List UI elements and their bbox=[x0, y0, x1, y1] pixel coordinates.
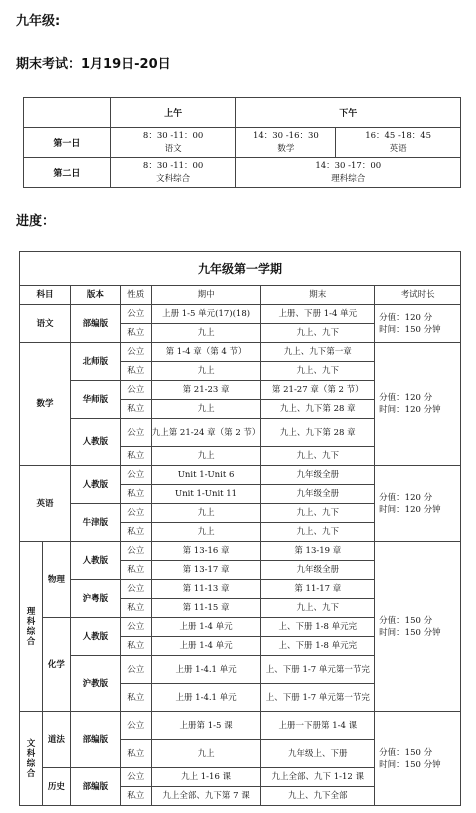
midterm-cell: 九上 bbox=[151, 447, 261, 466]
final-cell: 九上、九下 bbox=[261, 599, 375, 618]
midterm-cell: 上册第 1-5 课 bbox=[151, 712, 261, 740]
type-cell: 公立 bbox=[120, 768, 151, 787]
duration-english: 分值：120 分 时间：120 分钟 bbox=[375, 466, 461, 542]
subject-politics: 道法 bbox=[42, 712, 70, 768]
midterm-cell: 第 13-16 章 bbox=[151, 542, 261, 561]
subject-english: 英语 bbox=[20, 466, 71, 542]
type-cell: 私立 bbox=[120, 740, 151, 768]
final-cell: 九上、九下第一章 bbox=[261, 343, 375, 362]
edition-cell: 人教版 bbox=[70, 466, 120, 504]
edition-cell: 人教版 bbox=[70, 618, 120, 656]
type-cell: 私立 bbox=[120, 447, 151, 466]
day2-morning: 8：30 -11：00 文科综合 bbox=[110, 158, 236, 188]
final-cell: 上、下册 1-8 单元完 bbox=[261, 618, 375, 637]
midterm-cell: 九上 bbox=[151, 523, 261, 542]
final-cell: 九上、九下第 28 章 bbox=[261, 419, 375, 447]
midterm-cell: 九上 bbox=[151, 400, 261, 419]
final-cell: 第 13-19 章 bbox=[261, 542, 375, 561]
type-cell: 公立 bbox=[120, 466, 151, 485]
midterm-cell: 上册 1-4 单元 bbox=[151, 637, 261, 656]
subject-physics: 物理 bbox=[42, 542, 70, 618]
type-cell: 公立 bbox=[120, 580, 151, 599]
type-cell: 私立 bbox=[120, 523, 151, 542]
table-row bbox=[20, 466, 461, 485]
header-final: 期末 bbox=[261, 286, 375, 305]
exam-heading: 期末考试：1月19日-20日 bbox=[16, 57, 171, 72]
midterm-cell: 九上第 21-24 章（第 2 节） bbox=[151, 419, 261, 447]
type-cell: 私立 bbox=[120, 637, 151, 656]
edition-cell: 北师版 bbox=[70, 343, 120, 381]
final-cell: 上、下册 1-8 单元完 bbox=[261, 637, 375, 656]
table-row bbox=[20, 712, 461, 740]
final-cell: 九上全部、九下 1-12 课 bbox=[261, 768, 375, 787]
header-type: 性质 bbox=[120, 286, 151, 305]
type-cell: 公立 bbox=[120, 419, 151, 447]
final-cell: 九上、九下第 28 章 bbox=[261, 400, 375, 419]
edition-cell: 华师版 bbox=[70, 381, 120, 419]
midterm-cell: 九上 bbox=[151, 504, 261, 523]
subject-math: 数学 bbox=[20, 343, 71, 466]
type-cell: 私立 bbox=[120, 400, 151, 419]
day1-label: 第一日 bbox=[24, 128, 111, 158]
final-cell: 上册一下册第 1-4 课 bbox=[261, 712, 375, 740]
edition-cell: 沪教版 bbox=[70, 656, 120, 712]
subject-chemistry: 化学 bbox=[42, 618, 70, 712]
subject-liberal-arts: 文 科 综 合 bbox=[20, 712, 43, 806]
type-cell: 公立 bbox=[120, 381, 151, 400]
final-cell: 九上、九下 bbox=[261, 523, 375, 542]
progress-title: 九年级第一学期 bbox=[20, 252, 461, 286]
subject-science: 理 科 综 合 bbox=[20, 542, 43, 712]
final-cell: 九上、九下 bbox=[261, 447, 375, 466]
final-cell: 九年级全册 bbox=[261, 561, 375, 580]
edition-cell: 沪粤版 bbox=[70, 580, 120, 618]
table-row bbox=[24, 128, 461, 158]
duration-chinese: 分值：120 分 时间：150 分钟 bbox=[375, 305, 461, 343]
day1-morning: 8：30 -11：00 语文 bbox=[110, 128, 236, 158]
day1-afternoon-1: 14：30 -16：30 数学 bbox=[236, 128, 336, 158]
type-cell: 私立 bbox=[120, 561, 151, 580]
grade-heading: 九年级: bbox=[16, 14, 61, 29]
final-cell: 九上、九下全部 bbox=[261, 787, 375, 806]
table-row bbox=[24, 158, 461, 188]
midterm-cell: 九上 bbox=[151, 362, 261, 381]
subject-history: 历史 bbox=[42, 768, 70, 806]
progress-table bbox=[19, 251, 461, 806]
type-cell: 私立 bbox=[120, 599, 151, 618]
type-cell: 私立 bbox=[120, 324, 151, 343]
header-subject: 科目 bbox=[20, 286, 71, 305]
header-duration: 考试时长 bbox=[375, 286, 461, 305]
day2-label: 第二日 bbox=[24, 158, 111, 188]
table-row bbox=[20, 286, 461, 305]
midterm-cell: Unit 1-Unit 6 bbox=[151, 466, 261, 485]
edition-cell: 部编版 bbox=[70, 768, 120, 806]
final-cell: 第 11-17 章 bbox=[261, 580, 375, 599]
midterm-cell: 上册 1-4 单元 bbox=[151, 618, 261, 637]
final-cell: 九上、九下 bbox=[261, 504, 375, 523]
day1-afternoon-2: 16：45 -18：45 英语 bbox=[336, 128, 461, 158]
corner-cell bbox=[24, 98, 111, 128]
header-edition: 版本 bbox=[70, 286, 120, 305]
edition-cell: 部编版 bbox=[70, 712, 120, 768]
edition-cell: 牛津版 bbox=[70, 504, 120, 542]
duration-math: 分值：120 分 时间：120 分钟 bbox=[375, 343, 461, 466]
midterm-cell: 九上 bbox=[151, 324, 261, 343]
table-row bbox=[20, 305, 461, 324]
final-cell: 九年级全册 bbox=[261, 485, 375, 504]
table-row bbox=[24, 98, 461, 128]
midterm-cell: 上册 1-4.1 单元 bbox=[151, 684, 261, 712]
table-row bbox=[20, 343, 461, 362]
type-cell: 私立 bbox=[120, 362, 151, 381]
midterm-cell: 第 1-4 章（第 4 节） bbox=[151, 343, 261, 362]
type-cell: 私立 bbox=[120, 485, 151, 504]
final-cell: 九年级上、下册 bbox=[261, 740, 375, 768]
midterm-cell: 九上 bbox=[151, 740, 261, 768]
morning-header: 上午 bbox=[110, 98, 236, 128]
type-cell: 公立 bbox=[120, 542, 151, 561]
midterm-cell: 上册 1-4.1 单元 bbox=[151, 656, 261, 684]
header-midterm: 期中 bbox=[151, 286, 261, 305]
duration-science: 分值：150 分 时间：150 分钟 bbox=[375, 542, 461, 712]
table-row bbox=[20, 252, 461, 286]
final-cell: 九上、九下 bbox=[261, 324, 375, 343]
midterm-cell: 九上全部、九下第 7 课 bbox=[151, 787, 261, 806]
edition-cell: 人教版 bbox=[70, 542, 120, 580]
type-cell: 公立 bbox=[120, 712, 151, 740]
table-row bbox=[20, 542, 461, 561]
afternoon-header: 下午 bbox=[236, 98, 461, 128]
type-cell: 公立 bbox=[120, 504, 151, 523]
final-cell: 第 21-27 章（第 2 节） bbox=[261, 381, 375, 400]
subject-chinese: 语文 bbox=[20, 305, 71, 343]
type-cell: 私立 bbox=[120, 787, 151, 806]
type-cell: 私立 bbox=[120, 684, 151, 712]
day2-afternoon: 14：30 -17：00 理科综合 bbox=[236, 158, 461, 188]
progress-heading: 进度： bbox=[16, 214, 56, 229]
final-cell: 上册、下册 1-4 单元 bbox=[261, 305, 375, 324]
duration-liberal-arts: 分值：150 分 时间：150 分钟 bbox=[375, 712, 461, 806]
midterm-cell: Unit 1-Unit 11 bbox=[151, 485, 261, 504]
type-cell: 公立 bbox=[120, 618, 151, 637]
midterm-cell: 第 13-17 章 bbox=[151, 561, 261, 580]
midterm-cell: 九上 1-16 课 bbox=[151, 768, 261, 787]
final-cell: 九年级全册 bbox=[261, 466, 375, 485]
midterm-cell: 上册 1-5 单元(17)(18) bbox=[151, 305, 261, 324]
final-cell: 上、下册 1-7 单元第一节完 bbox=[261, 656, 375, 684]
type-cell: 公立 bbox=[120, 656, 151, 684]
type-cell: 公立 bbox=[120, 305, 151, 324]
midterm-cell: 第 11-13 章 bbox=[151, 580, 261, 599]
edition-cell: 人教版 bbox=[70, 419, 120, 466]
exam-schedule-table bbox=[23, 97, 461, 188]
midterm-cell: 第 11-15 章 bbox=[151, 599, 261, 618]
edition-cell: 部编版 bbox=[70, 305, 120, 343]
final-cell: 上、下册 1-7 单元第一节完 bbox=[261, 684, 375, 712]
type-cell: 公立 bbox=[120, 343, 151, 362]
midterm-cell: 第 21-23 章 bbox=[151, 381, 261, 400]
final-cell: 九上、九下 bbox=[261, 362, 375, 381]
